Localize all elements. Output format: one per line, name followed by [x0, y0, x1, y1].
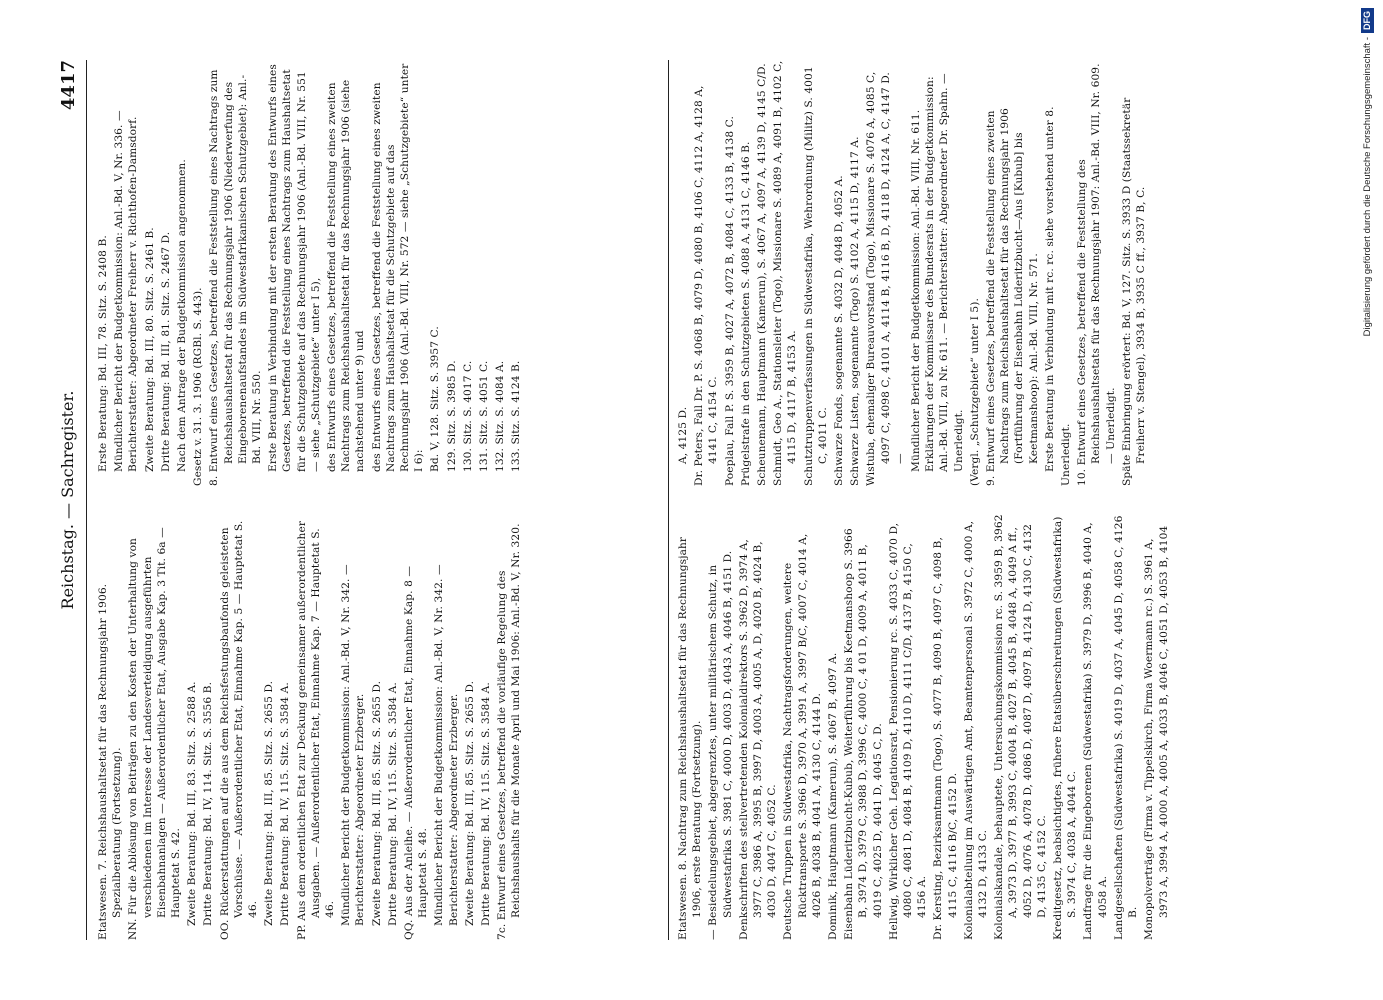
register-entry: 8. Entwurf eines Gesetzes, betreffend die Feststellung eines Nachtrags zum Reichshaushaltsetat für das Rechnungsjahr 1906 (Niederwerfung des Eingeborenenaufstandes im Südwestafrikanischen Schutzgebiet): Anl.-Bd. VIII, Nr. 550.	[208, 69, 264, 486]
register-entry: — Besiedelungsgebiet, abgegrenztes, unter militärischem Schutz, in Südwestafrika S. 3981 C, 4000 D, 4003 D, 4043 A, 4046 B, 4151 D.	[707, 550, 734, 940]
register-entry: Bd. V, 128. Sitz. S. 3957 C.	[429, 326, 442, 472]
register-entry: Hellwig, Wirklicher Geh. Legationsrat, Pensionierung rc. S. 4033 C, 4070 D, 4080 C, 4081 D, 4084 B, 4109 D, 4110 D, 4111 C/D, 4137 B, 4150 C, 4156 A.	[887, 522, 929, 940]
register-entry: OO. Rückerstattungen auf die aus dem Reichsfestungsbaufonds geleisteten Vorschüsse. — Außerordentlicher Etat, Einnahme Kap. 5 — Hauptetat S. 46.	[218, 520, 260, 940]
register-entry: 9. Entwurf eines Gesetzes, betreffend die Feststellung eines zweiten Nachtrags zum Reichshaushaltsetat für das Rechnungsjahr 1906 (Fortführung der Eisenbahn Lüderitzbucht—Aus [Kubub] bis Keetmanshoop): Anl.-Bd. VIII, Nr. 571.	[985, 108, 1040, 486]
register-entry: 130. Sitz. S. 4017 C.	[461, 360, 474, 472]
register-entry: Etatswesen. 7. Reichshaushaltsetat für das Rechnungsjahr 1906. Spezialberatung (Fortsetzung).	[97, 583, 124, 940]
register-entry: Dr. Peters, Fall Dr. P. S. 4068 B, 4079 D, 4080 B, 4106 C, 4112 A, 4128 A, 4141 C, 4154 C.	[693, 85, 720, 486]
page-number: 4417	[58, 60, 79, 111]
register-entry: Eisenbahn Lüderitzbucht-Kubub, Weiterführung bis Keetmanshoop S. 3966 B, 3974 D, 3979 C, 3988 D, 3996 C, 4000 C, 4 01 D, 4009 A, 4011 B, 4019 C, 4025 D, 4041 D, 4045 C, D.	[843, 528, 884, 940]
upper-text-block	[96, 60, 656, 940]
register-entry: Dritte Beratung: Bd. III, 81. Sitz. S. 2467 D.	[159, 231, 172, 472]
register-entry: 10. Entwurf eines Gesetzes, betreffend die Feststellung des Reichshaushaltsetats für das Rechnungsjahr 1907: Anl.-Bd. VIII, Nr. 609. — Unerledigt.	[1076, 63, 1117, 486]
register-entry: QQ. Aus der Anleihe. — Außerordentlicher Etat, Einnahme Kap. 8 — Hauptetat S. 48.	[403, 565, 430, 940]
register-entry: Dritte Beratung: Bd. IV, 115. Sitz. S. 3584 A.	[279, 682, 292, 926]
register-entry: Etatswesen. 8. Nachtrag zum Reichshaushaltsetat für das Rechnungsjahr 1906, erste Beratung (Fortsetzung).	[677, 536, 704, 940]
register-entry: Scheunemann, Hauptmann (Kamerun), S. 4067 A, 4097 A, 4139 D, 4145 C/D.	[756, 63, 769, 486]
register-entry: 133. Sitz. S. 4124 B.	[510, 360, 523, 472]
register-entry: Denkschriften des stellvertretenden Kolonialdirektors S. 3962 D, 3974 A, 3977 C, 3986 A, 3995 B, 3997 D, 4003 A, 4005 A, D, 4020 B, 4024 B, 4030 D, 4047 C, 4052 C.	[737, 539, 779, 940]
register-entry: NN. Für die Ablösung von Beiträgen zu den Kosten der Unterhaltung von verschiedenen im Interesse der Landesverteidigung ausgeführten Eisenbahnanlagen — Außerordentlicher Etat, Ausgabe Kap. 3 Tit. 6a — Hauptetat S. 42.	[127, 527, 183, 940]
register-entry: Schutztruppenverfassungen in Südwestafrika, Wehrordnung (Militz) S. 4001 C, 4011 C.	[802, 66, 829, 486]
register-entry: Prügelstrafe in den Schutzgebieten S. 4088 A, 4131 C, 4146 B.	[739, 141, 752, 486]
register-entry: Nach dem Antrage der Budgetkommission angenommen.	[176, 159, 189, 472]
register-entry: Dominik, Hauptmann (Kamerun), S. 4067 B, 4097 A.	[827, 652, 840, 940]
register-entry: Landfrage für die Eingeborenen (Südwestafrika) S. 3979 D, 3996 B, 4040 A, 4058 A.	[1082, 522, 1109, 940]
register-entry: 132. Sitz. S. 4084 A.	[494, 360, 507, 472]
dfg-credit-text: Digitalisierung gefördert durch die Deutsche Forschungsgemeinschaft -	[1362, 37, 1373, 337]
register-entry: Mündlicher Bericht der Budgetkommission: Anl.-Bd. V, Nr. 336. — Berichterstatter: Abgeordneter Freiherr v. Richthofen-Damsdorf.	[113, 110, 140, 472]
register-entry: Erste Beratung: Bd. III, 78. Sitz. S. 2408 B.	[97, 235, 109, 472]
register-entry: Landgesellschaften (Südwestafrika) S. 4019 D, 4037 A, 4045 D, 4058 C, 4126 B.	[1112, 515, 1140, 940]
page-header	[58, 60, 84, 940]
register-entry: Mündlicher Bericht der Budgetkommission: Anl.-Bd. V, Nr. 342. — Berichterstatter: Abgeordneter Erzberger.	[340, 564, 367, 926]
dfg-credit-strip	[1358, 8, 1378, 988]
block-divider-rule	[668, 60, 669, 940]
register-entry: 7c. Entwurf eines Gesetzes, betreffend die vorläufige Regelung des Reichshaushalts für die Monate April und Mai 1906: Anl.-Bd. V, Nr. 320.	[496, 523, 523, 940]
register-entry: Dritte Beratung: Bd. IV, 115. Sitz. S. 3584 A.	[480, 682, 493, 926]
register-entry: Gesetz v. 31. 3. 1906 (RGBl. S. 443).	[192, 287, 205, 486]
register-entry: Zweite Beratung: Bd. III, 85. Sitz. S. 2655 D.	[463, 680, 476, 926]
register-entry: Wistuba, ehemaliger Bureauvorstand (Togo), Missionare S. 4076 A, 4085 C, 4097 C, 4098 C, 4101 A, 4114 B, 4116 B, D, 4118 D, 4124 A, C, 4147 D. —	[865, 71, 906, 486]
register-entry: Mündlicher Bericht der Budgetkommission: Anl.-Bd. V, Nr. 342. — Berichterstatter: Abgeordneter Erzberger.	[433, 564, 460, 926]
register-entry: PP. Aus dem ordentlichen Etat zur Deckung gemeinsamer außerordentlicher Ausgaben. — Außerordentlicher Etat, Einnahme Kap. 7 — Hauptetat S. 46.	[295, 521, 337, 940]
register-entry: Schwarze Fonds, sogenannte S. 4032 D, 4048 D, 4052 A.	[833, 175, 846, 486]
register-entry: Dritte Beratung: Bd. IV, 115. Sitz. S. 3584 A.	[386, 682, 399, 926]
register-entry: Kreditgesetz, beabsichtigtes, frühere Etatsüberschreitungen (Südwestafrika) S. 3974 C, 4038 A, 4044 C.	[1052, 516, 1079, 940]
header-rule	[86, 60, 87, 940]
register-entry: Zweite Beratung: Bd. III, 85. Sitz. S. 2655 D.	[370, 680, 383, 926]
register-entry: Deutsche Truppen in Südwestafrika, Nachtragsforderungen, weitere Rücktransporte S. 3966 D, 3970 A, 3991 A, 3997 B/C, 4007 C, 4014 A, 4026 B, 4038 B, 4041 A, 4130 C, 4144 D.	[782, 533, 823, 940]
lower-text-block	[676, 60, 1276, 940]
register-entry: 129. Sitz. S. 3985 D.	[445, 360, 458, 472]
register-entry: Zweite Beratung: Bd. III, 83. Sitz. S. 2588 A.	[186, 681, 199, 926]
register-entry: des Entwurfs eines Gesetzes, betreffend die Feststellung eines zweiten Nachtrags zum Reichshaushaltsetat für das Rechnungsjahr 1906 (siehe nachstehend unter 9) und	[326, 79, 367, 472]
register-entry: Kolonialskandale, behauptete, Untersuchungskommission rc. S. 3959 B, 3962 A, 3973 D, 3977 B, 3993 C, 4004 B, 4027 B, 4045 B, 4048 A, 4049 A ff., 4052 D, 4076 A, 4078 D, 4086 D, 4087 D, 4097 B, 4124 D, 4130 C, 4132 D, 4135 C, 4152 C.	[993, 514, 1048, 940]
register-entry: Schwarze Listen, sogenannte (Togo) S. 4102 A, 4115 D, 4117 A.	[849, 136, 862, 486]
register-entry: Kolonialabteilung im Auswärtigen Amt, Beamtenpersonal S. 3972 C, 4000 A, 4132 D, 4133 C.	[962, 520, 990, 940]
register-entry: Erste Beratung in Verbindung mit der ersten Beratung des Entwurfs eines Gesetzes, betreffend die Feststellung eines Nachtrags zum Haushaltsetat für die Schutzgebiete auf das Rechnungsjahr 1906 (Anl.-Bd. VIII, Nr. 551 — siehe „Schutzgebiete“ unter I 5),	[267, 64, 322, 472]
dfg-credit	[1358, 8, 1378, 988]
register-entry: Monopolverträge (Firma v. Tippelskirch, Firma Woermann rc.) S. 3961 A, 3973 A, 3994 A, 4000 A, 4005 A, 4033 B, 4046 C, 4051 D, 4053 B, 4104 A, 4125 D.	[677, 406, 1170, 940]
register-entry: Schmidt, Geo A., Stationsleiter (Togo), Missionare S. 4089 A, 4091 B, 4102 C, 4115 D, 4117 B, 4153 A.	[772, 60, 799, 486]
register-entry: Erste Beratung in Verbindung mit rc. rc. siehe vorstehend unter 8.	[1043, 106, 1056, 472]
register-entry: 131. Sitz. S. 4051 C.	[478, 360, 491, 472]
register-entry: Zweite Beratung: Bd. III, 80. Sitz. S. 2461 B.	[143, 227, 156, 472]
register-entry: Zweite Beratung: Bd. III, 85. Sitz. S. 2655 D.	[263, 680, 276, 926]
register-entry: Dr. Kersting, Bezirksamtmann (Togo), S. 4077 B, 4090 B, 4097 C, 4098 B, 4115 C, 4116 B/C, 4152 D.	[932, 537, 959, 940]
register-entry: Späte Einbringung erörtert: Bd. V, 127. Sitz. S. 3933 D (Staatssekretär Freiherr v. Stengel), 3934 B, 3935 C ff., 3937 B, C.	[1120, 97, 1148, 486]
running-title: Reichstag. — Sachregister.	[58, 390, 77, 610]
dfg-logo: DFG	[1361, 8, 1374, 33]
register-entry: Unerledigt.	[1060, 423, 1073, 486]
register-entry: Poeplau, Fall P. S. 3959 B, 4027 A, 4072 B, 4084 C, 4133 B, 4138 C.	[723, 116, 736, 486]
register-entry: Dritte Beratung: Bd. IV, 114. Sitz. S. 3556 B.	[202, 681, 215, 926]
register-entry: (Vergl. „Schutzgebiete“ unter I 5).	[968, 298, 981, 486]
register-entry: des Entwurfs eines Gesetzes, betreffend die Feststellung eines zweiten Nachtrags zum Haushaltsetat für die Schutzgebiete auf das Rechnungsjahr 1906 (Anl.-Bd. VIII, Nr. 572 — siehe „Schutzgebiete“ unter I 6):	[370, 63, 426, 472]
register-entry: Mündlicher Bericht der Budgetkommission: Anl.-Bd. VIII, Nr. 611. Erklärungen der Kommissare des Bundesrats in der Budgetkommission: Anl.-Bd. VIII, zu Nr. 611. — Berichterstatter: Abgeordneter Dr. Spahn. — Unerledigt.	[910, 73, 965, 472]
